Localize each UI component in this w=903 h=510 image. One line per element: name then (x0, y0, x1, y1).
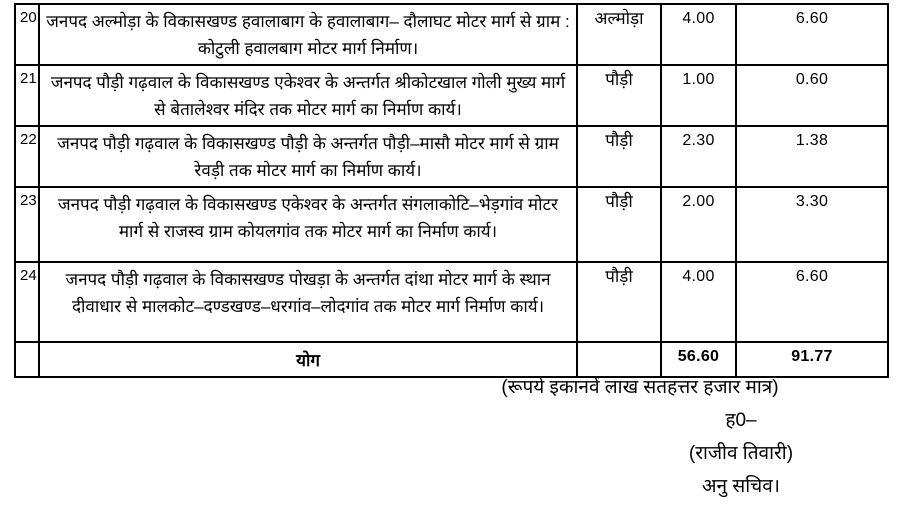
row-serial: 21 (15, 65, 39, 126)
row-district: पौड़ी (577, 187, 661, 262)
signature-block (645, 404, 837, 503)
signature-abbrev: ह0– (725, 410, 757, 431)
row-serial: 23 (15, 187, 39, 262)
row-description: जनपद अल्मोड़ा के विकासखण्ड हवालाबाग के हवालाबाग– दौलाघट मोटर मार्ग से ग्राम : कोटुली हवालबाग मोटर मार्ग निर्माण। (39, 4, 577, 65)
row-value1: 2.00 (661, 187, 736, 262)
projects-table (14, 3, 889, 378)
amount-in-words: (रूपये इकानवें लाख सतहत्तर हजार मात्र) (501, 377, 779, 398)
table-row (15, 187, 888, 262)
row-value2: 0.60 (736, 65, 888, 126)
total-district-empty (577, 342, 661, 377)
table-row (15, 65, 888, 126)
row-serial: 20 (15, 4, 39, 65)
signatory-title: अनु सचिव। (702, 476, 780, 497)
total-serial-empty (15, 342, 39, 377)
total-label: योग (39, 342, 577, 377)
table-row (15, 4, 888, 65)
total-row (15, 342, 888, 377)
row-description: जनपद पौड़ी गढ़वाल के विकासखण्ड पोखड़ा के अन्तर्गत दांथा मोटर मार्ग के स्थान दीवाधार से मालकोट–दण्डखण्ड–धरगांव–लोदगांव तक मोटर मार्ग निर्माण कार्य। (39, 262, 577, 342)
table-row (15, 126, 888, 187)
row-value2: 6.60 (736, 4, 888, 65)
row-description: जनपद पौड़ी गढ़वाल के विकासखण्ड एकेश्वर के अन्तर्गत श्रीकोटखाल गोली मुख्य मार्ग से बेतालेश्वर मंदिर तक मोटर मार्ग का निर्माण कार्य। (39, 65, 577, 126)
total-value1: 56.60 (661, 342, 736, 377)
row-value1: 4.00 (661, 4, 736, 65)
row-value2: 1.38 (736, 126, 888, 187)
row-value1: 1.00 (661, 65, 736, 126)
row-district: पौड़ी (577, 262, 661, 342)
row-value1: 2.30 (661, 126, 736, 187)
row-serial: 24 (15, 262, 39, 342)
row-district: पौड़ी (577, 126, 661, 187)
row-value2: 3.30 (736, 187, 888, 262)
row-value1: 4.00 (661, 262, 736, 342)
table-row (15, 262, 888, 342)
row-serial: 22 (15, 126, 39, 187)
row-district: अल्मोड़ा (577, 4, 661, 65)
total-value2: 91.77 (736, 342, 888, 377)
row-description: जनपद पौड़ी गढ़वाल के विकासखण्ड एकेश्वर के अन्तर्गत संगलाकोटि–भेड़गांव मोटर मार्ग से राजस्व ग्राम कोयलगांव तक मोटर मार्ग का निर्माण कार्य। (39, 187, 577, 262)
row-value2: 6.60 (736, 262, 888, 342)
row-district: पौड़ी (577, 65, 661, 126)
row-description: जनपद पौड़ी गढ़वाल के विकासखण्ड पौड़ी के अन्तर्गत पौड़ी–मासौ मोटर मार्ग से ग्राम रेवड़ी तक मोटर मार्ग का निर्माण कार्य। (39, 126, 577, 187)
signatory-name: (राजीव तिवारी) (688, 443, 794, 464)
